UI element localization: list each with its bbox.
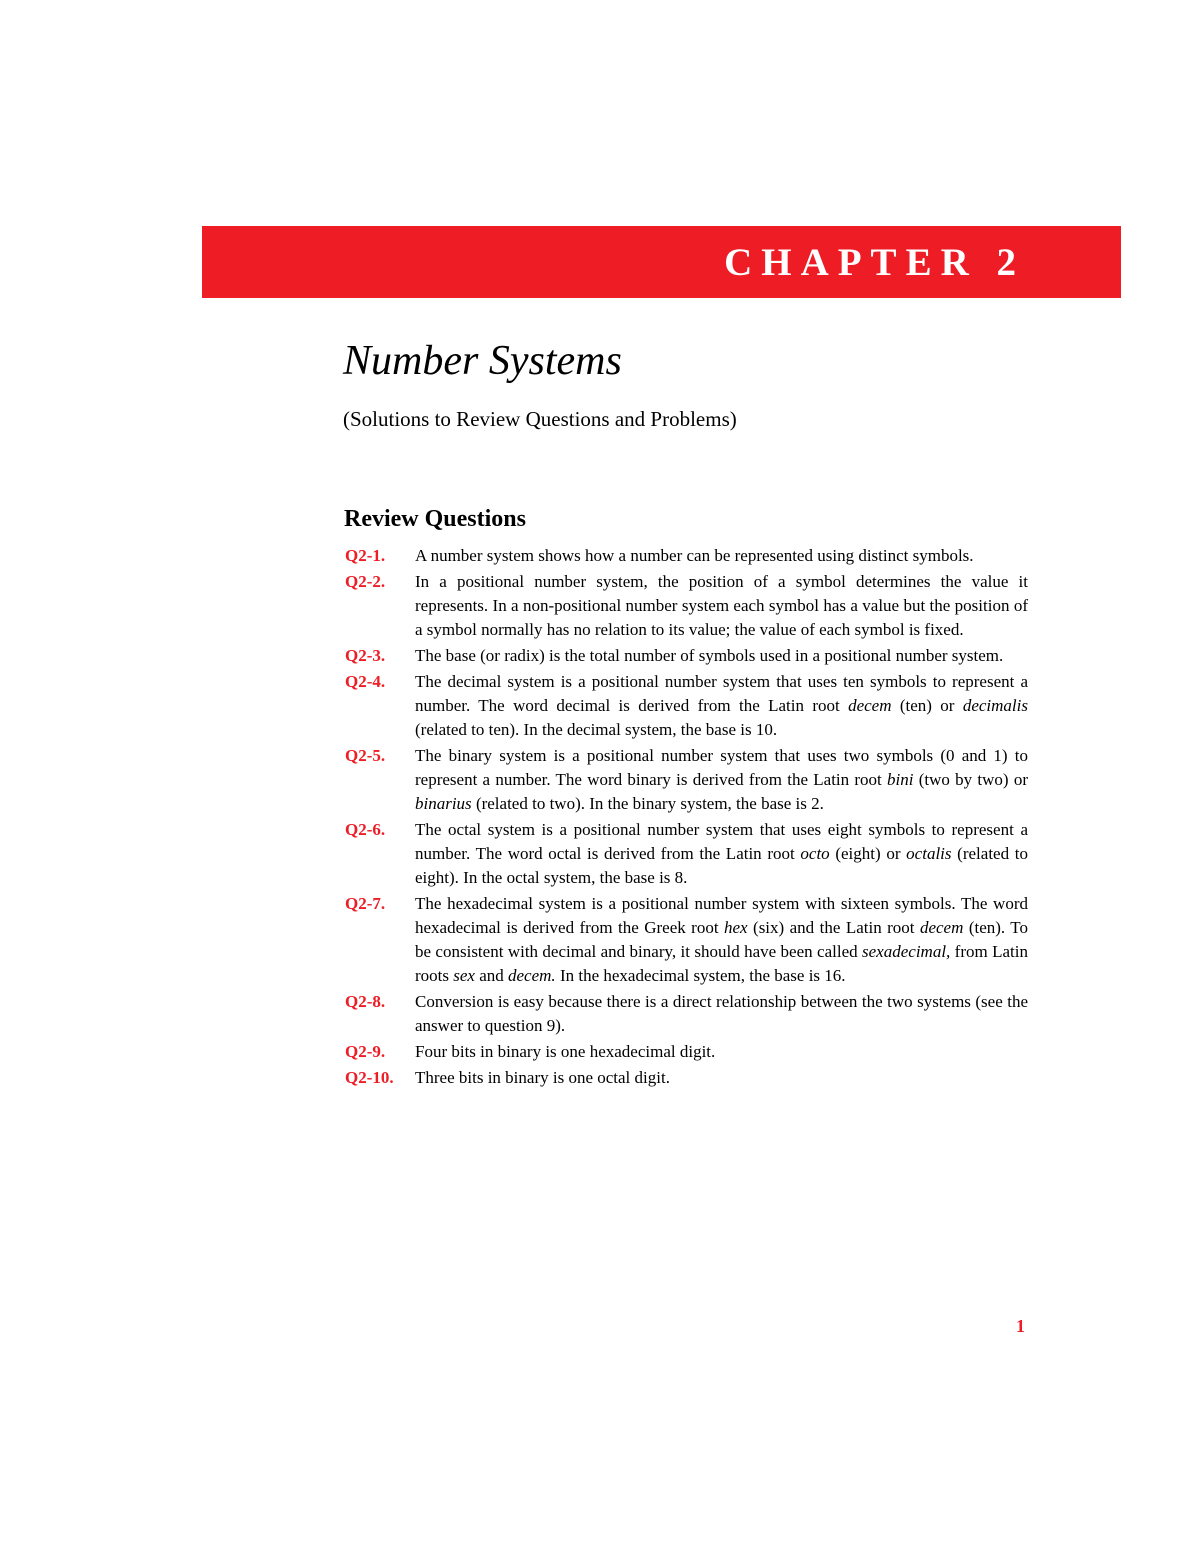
- answer-text: [415, 1066, 1028, 1090]
- italic-term: binarius: [415, 794, 472, 813]
- question-number: Q2-8.: [345, 992, 386, 1011]
- question-number: Q2-6.: [345, 820, 386, 839]
- list-item: [345, 990, 1028, 1038]
- page-subtitle: (Solutions to Review Questions and Problems): [343, 407, 737, 431]
- text-segment: The binary system is a positional number system that uses two symbols (0 and 1) to represent a number. The word binary is derived from the Latin root: [415, 746, 1028, 789]
- section-heading: Review Questions: [344, 506, 526, 532]
- text-segment: A number system shows how a number can be represented using distinct symbols.: [415, 546, 974, 565]
- list-item: [345, 1040, 1028, 1064]
- italic-term: decem.: [508, 966, 556, 985]
- text-segment: Three bits in binary is one octal digit.: [415, 1068, 670, 1087]
- list-item: [345, 644, 1028, 668]
- answer-text: [415, 744, 1028, 816]
- list-item: [345, 544, 1028, 568]
- chapter-label: CHAPTER 2: [724, 241, 1025, 284]
- text-segment: (six) and the Latin root: [747, 918, 920, 937]
- list-item: [345, 670, 1028, 742]
- text-segment: Four bits in binary is one hexadecimal digit.: [415, 1042, 716, 1061]
- page-number: 1: [1016, 1316, 1025, 1336]
- chapter-banner: [202, 226, 1121, 298]
- answer-text: [415, 818, 1028, 890]
- answer-text: [415, 644, 1028, 668]
- text-segment: Conversion is easy because there is a direct relationship between the two systems (see the answer to question 9).: [415, 992, 1028, 1035]
- question-number: Q2-9.: [345, 1042, 386, 1061]
- text-segment: The decimal system is a positional number system that uses ten symbols to represent a number. The word decimal is derived from the Latin root: [415, 672, 1028, 715]
- answer-text: [415, 892, 1028, 988]
- italic-term: bini: [887, 770, 914, 789]
- text-segment: The base (or radix) is the total number of symbols used in a positional number system.: [415, 646, 1004, 665]
- text-segment: (ten). To be consistent with decimal and binary, it should have been called: [415, 918, 1028, 961]
- text-segment: (two by two) or: [913, 770, 1029, 789]
- list-item: [345, 1066, 1028, 1090]
- italic-term: decem: [848, 696, 892, 715]
- italic-term: hex: [724, 918, 748, 937]
- italic-term: sex: [453, 966, 475, 985]
- page-title: Number Systems: [343, 338, 622, 384]
- text-segment: (related to ten). In the decimal system, the base is 10.: [415, 720, 778, 739]
- text-segment: The octal system is a positional number system that uses eight symbols to represent a number. The word octal is derived from the Latin root: [415, 820, 1028, 863]
- text-segment: In a positional number system, the position of a symbol determines the value it represents. In a non-positional number system each symbol has a value but the position of a symbol normally has no relation to its value; the value of each symbol is fixed.: [415, 572, 1028, 639]
- question-number: Q2-5.: [345, 746, 386, 765]
- italic-term: sexadecimal,: [862, 942, 951, 961]
- review-questions-list: [345, 544, 1028, 1092]
- question-number: Q2-3.: [345, 646, 386, 665]
- question-number: Q2-2.: [345, 572, 386, 591]
- answer-text: [415, 1040, 1028, 1064]
- text-segment: (eight) or: [829, 844, 907, 863]
- text-segment: (related to two). In the binary system, the base is 2.: [471, 794, 824, 813]
- text-segment: and: [474, 966, 509, 985]
- text-segment: from Latin roots: [415, 942, 1028, 985]
- list-item: [345, 892, 1028, 988]
- italic-term: decimalis: [962, 696, 1028, 715]
- text-segment: The hexadecimal system is a positional number system with sixteen symbols. The word hexadecimal is derived from the Greek root: [415, 894, 1028, 937]
- question-number: Q2-4.: [345, 672, 386, 691]
- list-item: [345, 818, 1028, 890]
- answer-text: [415, 570, 1028, 642]
- text-segment: (related to eight). In the octal system, the base is 8.: [415, 844, 1028, 887]
- answer-text: [415, 544, 1028, 568]
- answer-text: [415, 670, 1028, 742]
- italic-term: octalis: [906, 844, 952, 863]
- question-number: Q2-7.: [345, 894, 386, 913]
- text-segment: In the hexadecimal system, the base is 16.: [555, 966, 846, 985]
- answer-text: [415, 990, 1028, 1038]
- list-item: [345, 570, 1028, 642]
- italic-term: decem: [919, 918, 964, 937]
- list-item: [345, 744, 1028, 816]
- question-number: Q2-1.: [345, 546, 386, 565]
- text-segment: (ten) or: [891, 696, 963, 715]
- question-number: Q2-10.: [345, 1068, 394, 1087]
- italic-term: octo: [800, 844, 830, 863]
